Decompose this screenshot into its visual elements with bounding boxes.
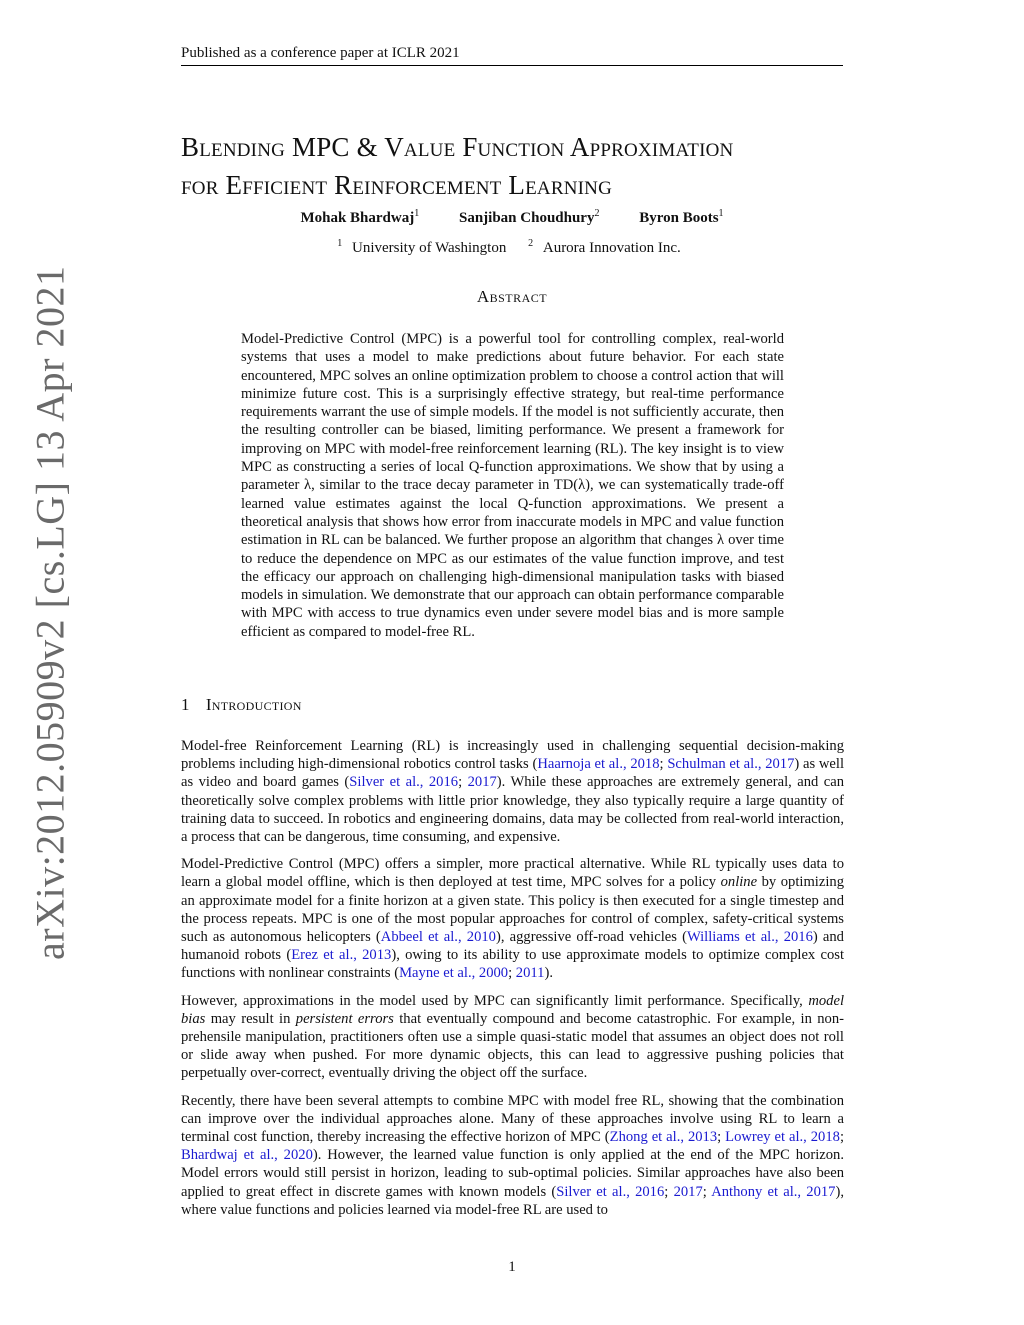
section-heading: [181, 695, 302, 715]
text-run: ). While these approaches are extremely general, and can theoretically solve complex problems with little prior knowledge, they also typically require a large quantity of training data to succeed. In robotics and engineering domains, data may be collected from real-world interaction, a process that can be dangerous, time consuming, and expensive.: [181, 774, 845, 846]
abstract-heading: Abstract: [476, 287, 548, 306]
author-name: Byron Boots: [639, 210, 719, 226]
citation-link[interactable]: Lowrey et al., 2018: [725, 1129, 840, 1146]
affiliation-name: Aurora Innovation Inc.: [542, 240, 681, 256]
affiliation: [528, 240, 687, 256]
text-run: ;: [839, 1129, 845, 1146]
text-run: ;: [458, 774, 468, 791]
citation-link[interactable]: Silver et al., 2016: [349, 774, 459, 791]
text-run: ) as well as video and board games (: [181, 756, 844, 791]
paragraph: [181, 737, 844, 846]
affiliation-number: 2: [528, 238, 534, 249]
author-affiliation-mark: 1: [414, 208, 420, 219]
paragraph: [181, 855, 844, 982]
citation-link[interactable]: Zhong et al., 2013: [609, 1129, 718, 1146]
citation-link[interactable]: Bhardwaj et al., 2020: [181, 1147, 313, 1164]
title-line-2: for Efficient Reinforcement Learning: [181, 170, 613, 200]
author-affiliation-mark: 2: [594, 208, 600, 219]
affiliation-name: University of Washington: [352, 240, 507, 256]
section-number: 1: [181, 695, 190, 714]
emphasis: persistent errors: [295, 1010, 394, 1027]
paragraph: [181, 992, 844, 1083]
introduction-body: [181, 737, 844, 1228]
citation-link[interactable]: Abbeel et al., 2010: [380, 929, 496, 946]
citation-link[interactable]: Erez et al., 2013: [291, 947, 392, 964]
paper-title: [181, 128, 881, 204]
section-title: Introduction: [205, 695, 302, 714]
text-run: Recently, there have been several attempts to combine MPC with model free RL, showing that the combination can improve over the individual approaches alone. Many of these approaches involve using RL to learn a terminal cost function, thereby increasing the effective horizon of MPC (: [181, 1092, 844, 1146]
text-run: by optimizing an approximate model for a finite horizon at a given state. This policy is then executed for a single timestep and the process repeats. MPC is one of the most popular approaches for control of complex, safety-critical systems such as autonomous helicopters (: [181, 874, 844, 946]
author: [639, 210, 723, 226]
title-line-1: Blending MPC & Value Function Approximation: [181, 132, 734, 162]
arxiv-identifier: arXiv:2012.05909v2 [cs.LG] 13 Apr 2021: [27, 265, 73, 960]
affiliation: [337, 240, 512, 256]
citation-link[interactable]: 2011: [515, 965, 545, 982]
emphasis: online: [720, 874, 758, 891]
text-run: ;: [702, 1183, 712, 1200]
text-run: may result in: [205, 1010, 296, 1027]
author: [300, 210, 419, 226]
text-run: ), where value functions and policies learned via model-free RL are used to: [181, 1183, 844, 1218]
author-list: [181, 208, 843, 227]
text-run: ), owing to its ability to use approximate models to optimize complex cost functions with nonlinear constraints (: [181, 947, 844, 982]
citation-link[interactable]: Silver et al., 2016: [556, 1183, 665, 1200]
author: [459, 210, 599, 226]
author-name: Mohak Bhardwaj: [300, 210, 415, 226]
abstract-text: Model-Predictive Control (MPC) is a powerful tool for controlling complex, real-world systems that uses a model to make predictions about future behavior. For each state encountered, MPC solves an online optimization problem to choose a control action that will minimize future cost. This is a surprisingly effective strategy, but real-time performance requirements warrant the use of simple models. If the model is not sufficiently accurate, then the resulting controller can be biased, limiting performance. We present a framework for improving on MPC with model-free reinforcement learning (RL). The key insight is to view MPC as constructing a series of local Q-function approximations. We show that by using a parameter λ, similar to the trace decay parameter in TD(λ), we can systematically trade-off learned value estimates against the local Q-function approximations. We present a theoretical analysis that shows how error from inaccurate models in MPC and value function estimation in RL can be balanced. We further propose an algorithm that changes λ over time to reduce the dependence on MPC as our estimates of the value function improve, and test the efficacy our approach on challenging high-dimensional manipulation tasks with biased models in simulation. We demonstrate that our approach can obtain performance comparable with MPC with access to true dynamics even under severe model bias and is more sample efficient as compared to model-free RL.: [241, 331, 784, 640]
citation-link[interactable]: Williams et al., 2016: [686, 929, 813, 946]
text-run: ).: [544, 965, 553, 982]
citation-link[interactable]: 2017: [673, 1183, 703, 1200]
emphasis: model bias: [181, 992, 844, 1027]
citation-link[interactable]: Schulman et al., 2017: [667, 756, 795, 773]
citation-link[interactable]: Mayne et al., 2000: [399, 965, 509, 982]
text-run: that eventually compound and become catastrophic. For example, in non-prehensile manipulation, practitioners often use a simple quasi-static model that assumes an object does not roll or slide away when pushed. For more dynamic objects, this can lead to aggressive pushing policies that perpetually over-correct, eventually driving the object off the surface.: [181, 1010, 844, 1082]
author-name: Sanjiban Choudhury: [458, 210, 595, 226]
text-run: ;: [664, 1183, 674, 1200]
affiliation-number: 1: [337, 238, 343, 249]
text-run: ;: [508, 965, 516, 982]
citation-link[interactable]: Haarnoja et al., 2018: [537, 756, 660, 773]
page-number: 1: [508, 1259, 516, 1275]
paragraph: [181, 1092, 844, 1219]
text-run: Model-Predictive Control (MPC) offers a simpler, more practical alternative. While RL typically uses data to learn a global model offline, which is then deployed at test time, MPC solves for a policy: [181, 856, 844, 891]
running-header: Published as a conference paper at ICLR 2021: [181, 44, 843, 66]
affiliation-list: [181, 238, 843, 257]
text-run: ) and humanoid robots (: [181, 929, 844, 964]
citation-link[interactable]: Anthony et al., 2017: [711, 1183, 836, 1200]
text-run: ;: [659, 756, 668, 773]
text-run: Model-free Reinforcement Learning (RL) is increasingly used in challenging sequential decision-making problems including high-dimensional robotics control tasks (: [181, 738, 844, 773]
citation-link[interactable]: 2017: [467, 774, 497, 791]
author-affiliation-mark: 1: [718, 208, 724, 219]
text-run: ). However, the learned value function is only applied at the end of the MPC horizon. Model errors would still persist in horizon, leading to sub-optimal policies. Similar approaches have also been applied to great effect in discrete games with known models (: [181, 1147, 844, 1200]
text-run: ;: [717, 1129, 726, 1146]
text-run: However, approximations in the model used by MPC can significantly limit performance. Specifically,: [181, 992, 809, 1009]
text-run: ), aggressive off-road vehicles (: [495, 929, 687, 946]
